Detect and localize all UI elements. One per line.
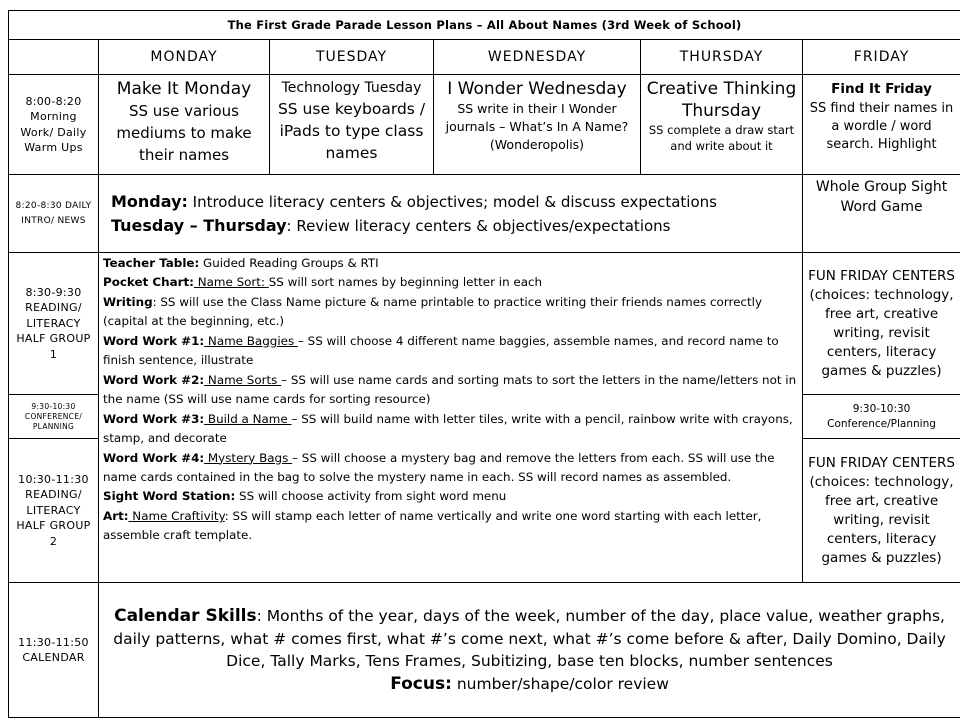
thursday-morning-text: SS complete a draw start and write about it: [648, 123, 795, 153]
literacy-item-activity: Name Baggies: [204, 333, 298, 348]
page-title: The First Grade Parade Lesson Plans – All About Names (3rd Week of School): [9, 11, 960, 40]
day-header-tuesday: TUESDAY: [270, 40, 434, 75]
tuesday-morning-title: Technology Tuesday: [281, 80, 422, 96]
day-header-monday: MONDAY: [99, 40, 270, 75]
literacy-centers-list: [103, 254, 798, 546]
literacy-item-text: – SS will choose 4 different name baggies, assemble names, and record name to finish sentence, illustrate: [103, 333, 779, 368]
wednesday-morning-title: I Wonder Wednesday: [447, 79, 627, 99]
literacy-item-label: Word Work #2:: [103, 372, 205, 387]
thursday-morning-title: Creative Thinking Thursday: [646, 79, 797, 121]
literacy-item: [103, 487, 798, 506]
literacy-item: [103, 449, 798, 488]
calendar-focus: [105, 673, 954, 696]
calendar-skills-cell: [99, 583, 960, 718]
calendar-skills-body: : Months of the year, days of the week, number of the day, place value, weather graphs, daily patterns, what # comes first, what #’s come next, what #’s come before & after, Daily Domino, Daily Dice, Tally Marks, Tens Frames, Subitizing, base ten blocks, number sentences: [113, 607, 946, 670]
time-daily-intro: 8:20-8:30 DAILY INTRO/ NEWS: [9, 175, 99, 253]
thursday-morning-cell: [641, 75, 803, 175]
day-header-thursday: THURSDAY: [641, 40, 803, 75]
literacy-item-activity: Build a Name: [204, 411, 292, 426]
friday-intro-cell: Whole Group Sight Word Game: [803, 175, 960, 253]
literacy-item-text: – SS will use name cards and sorting mats to sort the letters in the name/letters not in the name (SS will use name cards for sorting resource): [103, 372, 797, 407]
intro-cell: [99, 175, 803, 253]
literacy-item-text: SS will choose activity from sight word menu: [235, 489, 507, 504]
wednesday-morning-text: SS write in their I Wonder journals – What’s In A Name? (Wonderopolis): [445, 101, 629, 152]
corner-cell: [9, 40, 99, 75]
literacy-item-label: Word Work #1:: [103, 333, 205, 348]
literacy-item: [103, 293, 798, 332]
literacy-item-label: Writing: [103, 294, 153, 309]
literacy-item-text: Guided Reading Groups & RTI: [199, 256, 379, 270]
literacy-item-label: Word Work #3:: [103, 411, 205, 426]
literacy-item-text: : SS will use the Class Name picture & name printable to practice writing their friends names correctly (capital at the beginning, etc.): [103, 294, 762, 329]
time-reading-group-1: 8:30-9:30 READING/ LITERACY HALF GROUP 1: [9, 253, 99, 395]
literacy-item: [103, 332, 798, 371]
calendar-skills-label: Calendar Skills: [114, 606, 257, 626]
friday-reading-2-cell: FUN FRIDAY CENTERS (choices: technology, free art, creative writing, revisit centers, literacy games & puzzles): [803, 439, 960, 583]
intro-tue-thu-label: Tuesday – Thursday: [111, 215, 287, 235]
time-conference-planning: 9:30-10:30 CONFERENCE/ PLANNING: [9, 395, 99, 439]
literacy-item-label: Pocket Chart:: [103, 275, 194, 290]
literacy-item-label: Teacher Table:: [103, 256, 200, 270]
intro-monday-label: Monday:: [111, 191, 188, 211]
day-header-friday: FRIDAY: [803, 40, 960, 75]
monday-morning-text: SS use various mediums to make their names: [116, 102, 252, 164]
literacy-item: [103, 371, 798, 410]
literacy-centers-cell: [99, 253, 803, 583]
day-header-wednesday: WEDNESDAY: [434, 40, 641, 75]
calendar-skills-text: [105, 605, 954, 673]
literacy-item-text: : SS will stamp each letter of name vertically and write one word starting with each letter, assemble craft template.: [103, 508, 762, 543]
friday-conference-cell: 9:30-10:30 Conference/Planning: [803, 395, 960, 439]
literacy-item-activity: Name Sort:: [193, 275, 269, 290]
literacy-item-activity: Name Craftivity: [128, 508, 225, 523]
literacy-item-label: Art:: [103, 508, 129, 523]
literacy-item: [103, 507, 798, 546]
friday-morning-cell: [803, 75, 960, 175]
tuesday-morning-cell: [270, 75, 434, 175]
literacy-item: [103, 273, 798, 292]
time-calendar: 11:30-11:50 CALENDAR: [9, 583, 99, 718]
intro-line-monday: [111, 190, 799, 214]
literacy-item-activity: Name Sorts: [204, 372, 282, 387]
time-reading-group-2: 10:30-11:30 READING/ LITERACY HALF GROUP 2: [9, 439, 99, 583]
intro-line-tuesday-thursday: [111, 214, 799, 238]
wednesday-morning-cell: [434, 75, 641, 175]
tuesday-morning-text: SS use keyboards / iPads to type class names: [277, 100, 426, 162]
literacy-item-label: Sight Word Station:: [103, 489, 236, 504]
monday-morning-cell: [99, 75, 270, 175]
friday-reading-1-cell: FUN FRIDAY CENTERS (choices: technology, free art, creative writing, revisit centers, literacy games & puzzles): [803, 253, 960, 395]
literacy-item-text: – SS will build name with letter tiles, write with a pencil, rainbow write with crayons, stamp, and decorate: [103, 411, 793, 446]
monday-morning-title: Make It Monday: [116, 79, 252, 99]
intro-monday-text: Introduce literacy centers & objectives; model & discuss expectations: [187, 192, 717, 211]
literacy-item-text: SS will sort names by beginning letter in each: [268, 275, 543, 290]
literacy-item: [103, 254, 798, 273]
literacy-item-text: – SS will choose a mystery bag and remove the letters from each. SS will use the name cards contained in the bag to solve the mystery name in each. SS will record names as assembled.: [103, 450, 775, 484]
time-morning-work: 8:00-8:20 Morning Work/ Daily Warm Ups: [9, 75, 99, 175]
literacy-item-activity: Mystery Bags: [204, 450, 293, 465]
lesson-plan-table: [8, 10, 960, 718]
calendar-focus-label: Focus:: [390, 673, 452, 694]
literacy-item: [103, 410, 798, 449]
friday-morning-title: Find It Friday: [831, 81, 932, 97]
literacy-item-label: Word Work #4:: [103, 450, 205, 465]
friday-morning-text: SS find their names in a wordle / word search. Highlight: [809, 101, 954, 152]
intro-tue-thu-text: : Review literacy centers & objectives/expectations: [286, 216, 671, 235]
calendar-focus-text: number/shape/color review: [451, 674, 669, 693]
